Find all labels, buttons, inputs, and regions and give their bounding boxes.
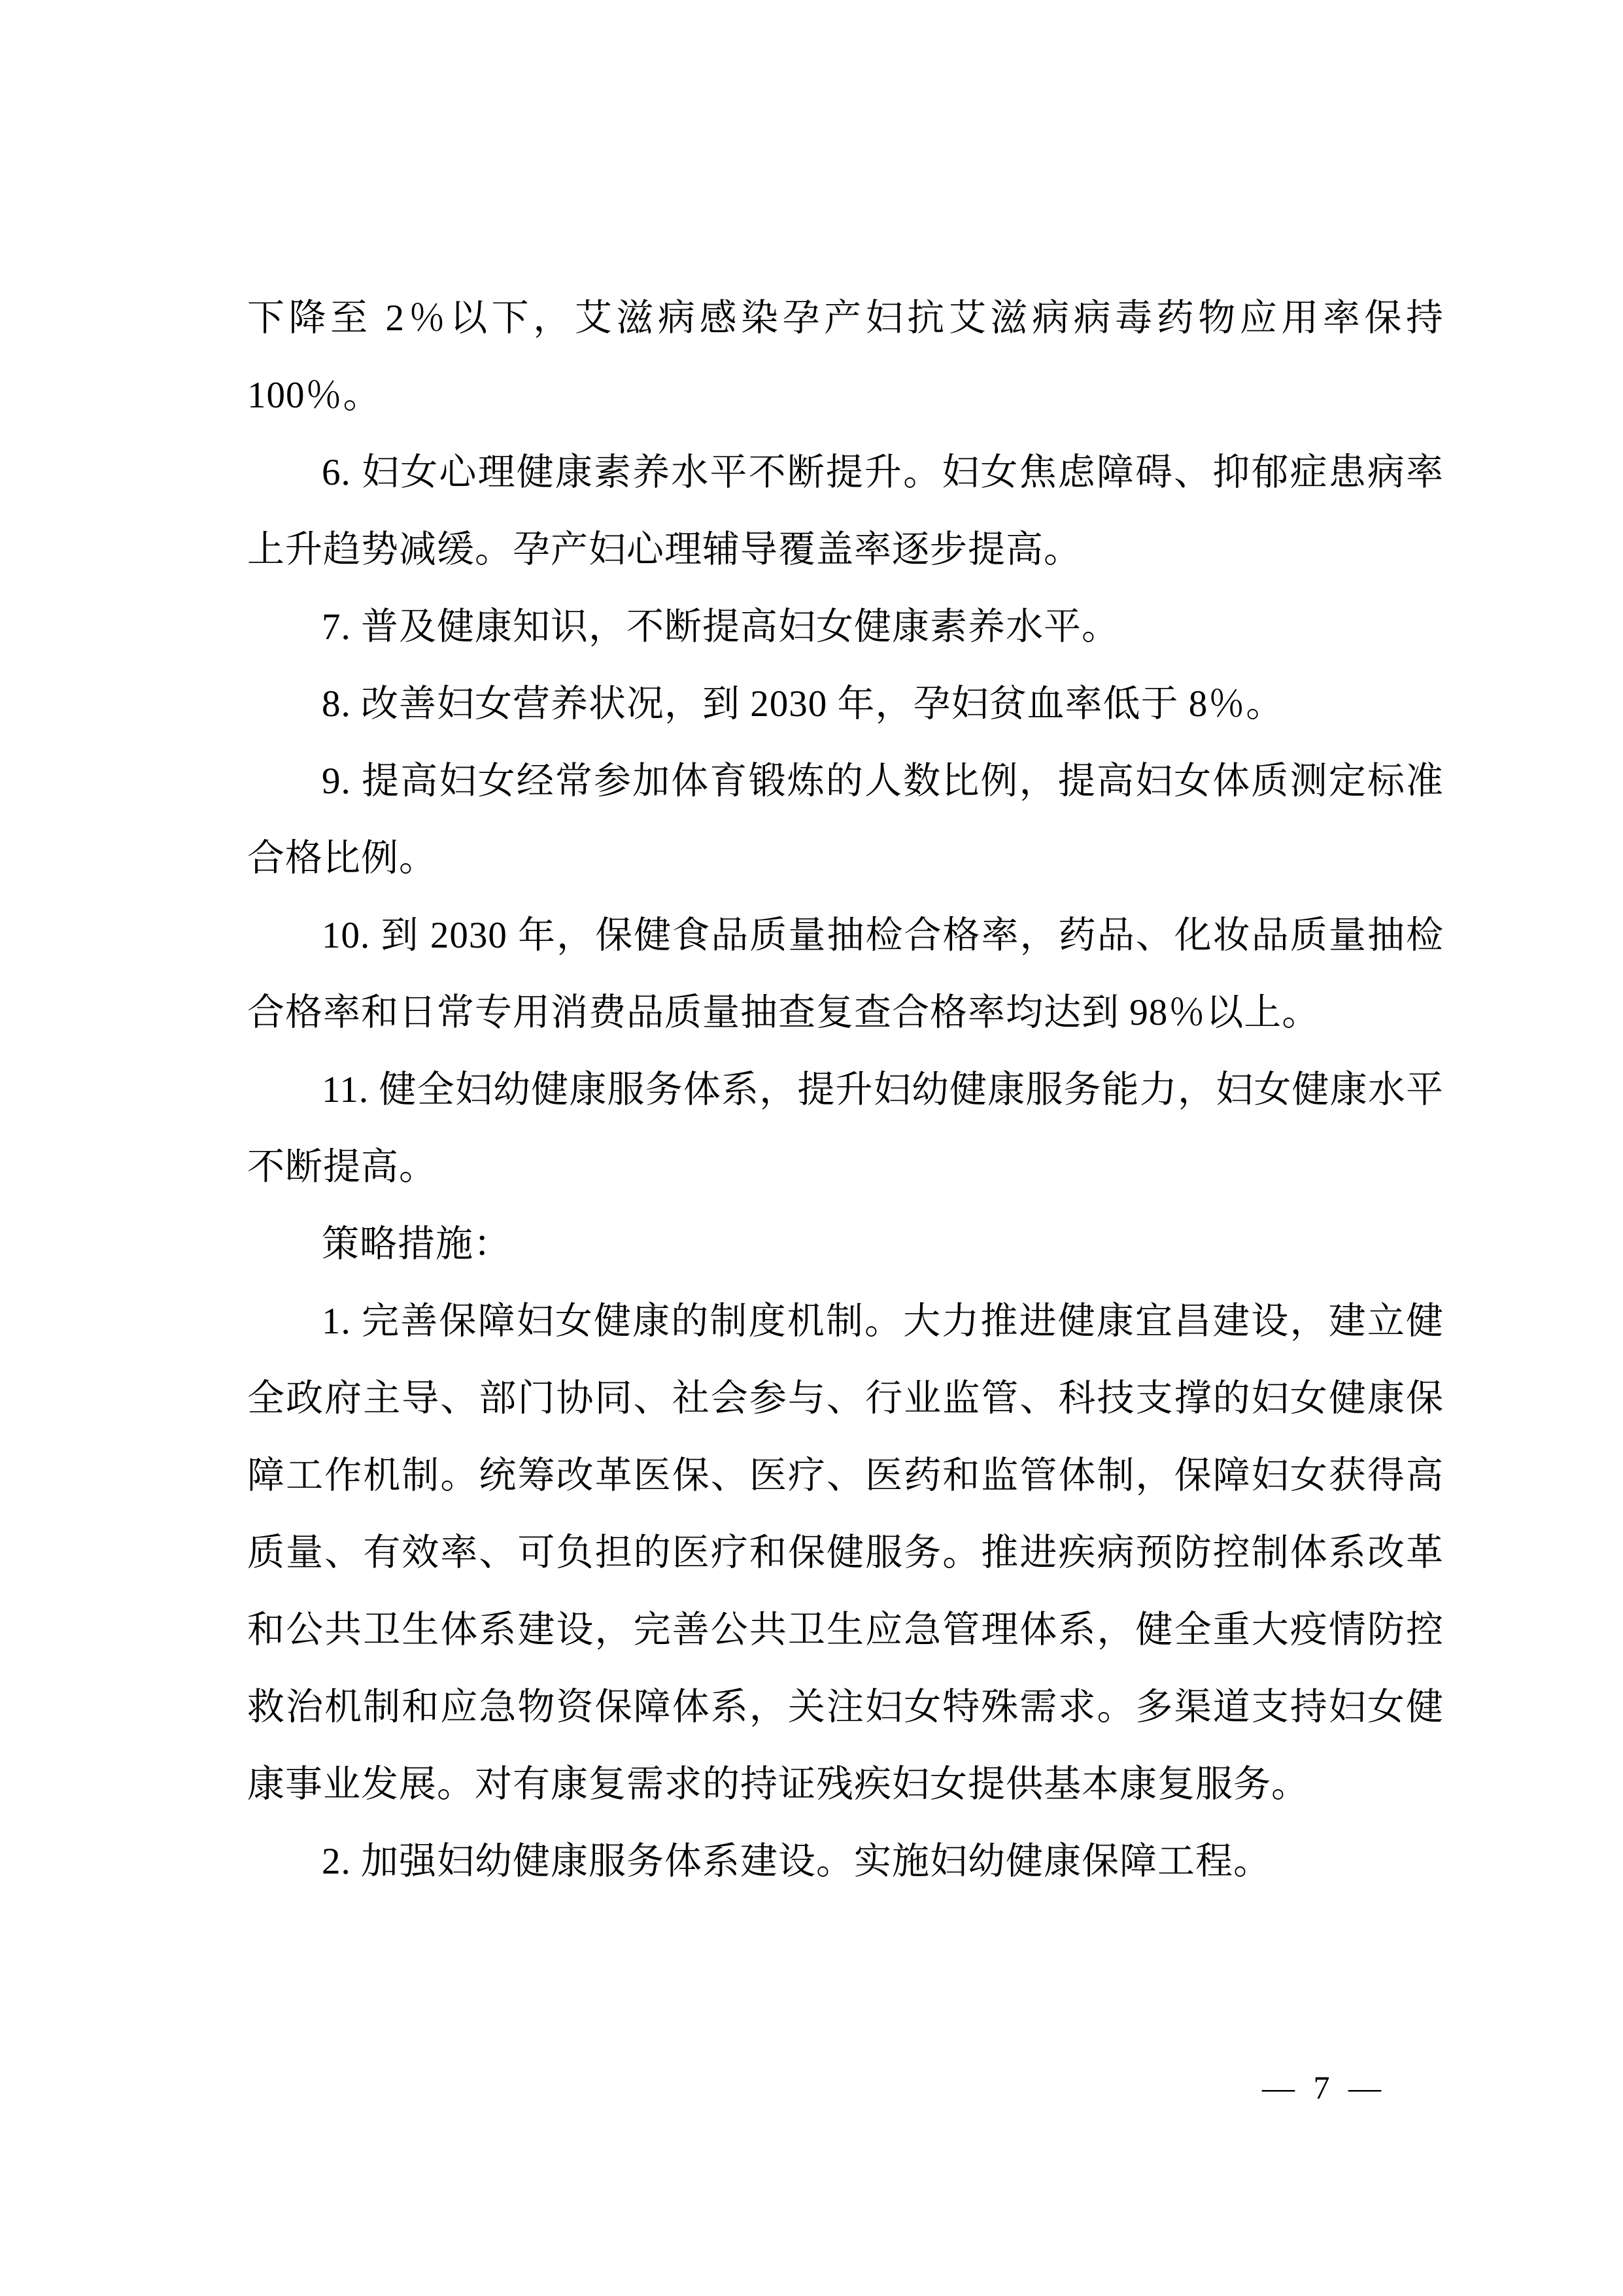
paragraph-measure-1: 1. 完善保障妇女健康的制度机制。大力推进健康宜昌建设，建立健全政府主导、部门协同、社会参与、行业监管、科技支撑的妇女健康保障工作机制。统筹改革医保、医疗、医药和监管体制，保障妇女获得高质量、有效率、可负担的医疗和保健服务。推进疾病预防控制体系改革和公共卫生体系建设，完善公共卫生应急管理体系，健全重大疫情防控救治机制和应急物资保障体系，关注妇女特殊需求。多渠道支持妇女健康事业发展。对有康复需求的持证残疾妇女提供基本康复服务。	[247, 1301, 1444, 1805]
paragraph-item-11: 11. 健全妇幼健康服务体系，提升妇幼健康服务能力，妇女健康水平不断提高。	[247, 1069, 1444, 1188]
paragraph-item-7: 7. 普及健康知识，不断提高妇女健康素养水平。	[322, 606, 1119, 647]
paragraph-strategy-heading: 策略措施：	[322, 1224, 511, 1265]
paragraph-item-9: 9. 提高妇女经常参加体育锻炼的人数比例，提高妇女体质测定标准合格比例。	[247, 761, 1444, 879]
paragraph-measure-2: 2. 加强妇幼健康服务体系建设。实施妇幼健康保障工程。	[322, 1841, 1271, 1882]
paragraph-continued: 下降至 2％以下，艾滋病感染孕产妇抗艾滋病病毒药物应用率保持 100％。	[247, 298, 1444, 416]
paragraph-item-8: 8. 改善妇女营养状况，到 2030 年，孕妇贫血率低于 8％。	[322, 683, 1284, 725]
document-body	[247, 280, 1444, 1900]
page-number: — 7 —	[1262, 2069, 1381, 2106]
paragraph-item-10: 10. 到 2030 年，保健食品质量抽检合格率，药品、化妆品质量抽检合格率和日常专用消费品质量抽查复查合格率均达到 98％以上。	[247, 915, 1444, 1033]
paragraph-item-6: 6. 妇女心理健康素养水平不断提升。妇女焦虑障碍、抑郁症患病率上升趋势减缓。孕产妇心理辅导覆盖率逐步提高。	[247, 452, 1444, 570]
